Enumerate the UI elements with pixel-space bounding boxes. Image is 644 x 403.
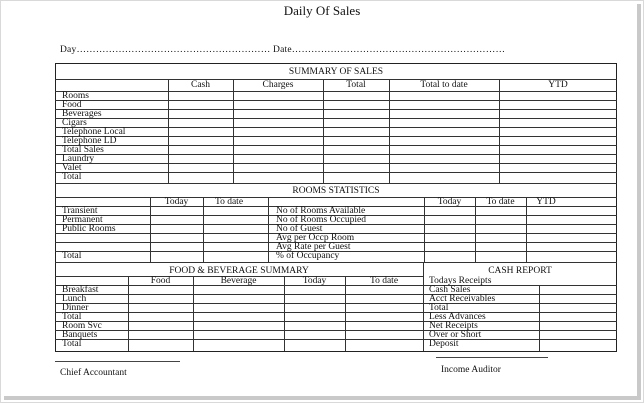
rooms-col-to-date: To date [214, 197, 244, 207]
fb-row-label: Dinner [62, 303, 89, 313]
fb-col-beverage: Beverage [220, 276, 257, 286]
rooms-metric-label: Avg per Occp Room [276, 233, 355, 243]
fb-row-rule [55, 303, 617, 304]
rooms-col-divider [268, 197, 269, 262]
summary-heading: SUMMARY OF SALES [288, 67, 384, 77]
summary-col-cash: Cash [191, 80, 210, 90]
fb-section-rule [55, 262, 617, 263]
cash-report-row-label: Net Receipts [429, 321, 478, 331]
rooms-col-today: Today [164, 197, 189, 207]
summary-row-label: Laundry [62, 154, 95, 164]
rooms-metric-label: % of Occupancy [276, 251, 340, 261]
summary-col-divider [323, 79, 324, 183]
rooms-metric-label: Avg Rate per Guest [276, 242, 351, 252]
fb-heading: FOOD & BEVERAGE SUMMARY [169, 266, 309, 276]
summary-row-label: Telephone Local [62, 127, 126, 137]
rooms-metric-label: No of Rooms Available [276, 206, 366, 216]
summary-row-label: Total [62, 172, 82, 182]
summary-row-rule [55, 154, 617, 155]
fb-row-rule [55, 312, 617, 313]
rooms-row-label: Transient [62, 206, 98, 216]
fb-row-rule [55, 285, 617, 286]
summary-row-rule [55, 109, 617, 110]
chief-accountant-signature-line[interactable] [55, 361, 180, 362]
fb-row-label: Total [62, 312, 82, 322]
cash-report-heading: CASH REPORT [488, 266, 552, 276]
rooms-row-label: Public Rooms [62, 224, 116, 234]
rooms-metric-label: No of Guest [276, 224, 323, 234]
cash-report-row-label: Total [429, 303, 449, 313]
rooms-heading: ROOMS STATISTICS [292, 186, 380, 196]
fb-cash-divider [423, 262, 424, 351]
summary-col-total: Total [346, 80, 366, 90]
summary-row-rule [55, 136, 617, 137]
cash-report-row-label: Cash Sales [429, 285, 471, 295]
fb-col-to-date: To date [369, 276, 399, 286]
summary-row-rule [55, 118, 617, 119]
rooms-metric-col-ytd: YTD [536, 197, 556, 207]
rooms-row-label: Total [62, 251, 82, 261]
chief-accountant-label: Chief Accountant [60, 368, 127, 378]
fb-row-label: Room Svc [62, 321, 102, 331]
summary-row-label: Total Sales [62, 145, 104, 155]
page-shadow-bottom [4, 396, 641, 400]
summary-row-label: Rooms [62, 91, 89, 101]
rooms-metric-col-today: Today [437, 197, 462, 207]
summary-col-divider [233, 79, 234, 183]
fb-row-label: Lunch [62, 294, 87, 304]
summary-row-label: Food [62, 100, 82, 110]
cash-report-row-label: Deposit [429, 339, 459, 349]
rooms-section-rule [55, 183, 617, 184]
fb-row-label: Banquets [62, 330, 98, 340]
summary-row-label: Beverages [62, 109, 102, 119]
page-shadow-right [637, 4, 641, 400]
rooms-metric-label: No of Rooms Occupied [276, 215, 366, 225]
cash-report-row-label: Less Advances [429, 312, 486, 322]
day-label: Day [60, 45, 77, 55]
summary-row-rule [55, 163, 617, 164]
fb-row-rule [55, 294, 617, 295]
summary-col-total-to-date: Total to date [420, 80, 468, 90]
summary-column-header-rule [55, 91, 617, 92]
summary-col-divider [168, 79, 169, 183]
date-field[interactable]: ………………………………………………………… [291, 45, 506, 55]
summary-col-divider [389, 79, 390, 183]
summary-row-label: Telephone LD [62, 136, 117, 146]
summary-row-rule [55, 127, 617, 128]
fb-row-rule [55, 330, 617, 331]
rooms-row-label: Permanent [62, 215, 103, 225]
summary-row-rule [55, 100, 617, 101]
summary-row-rule [55, 172, 617, 173]
page-title: Daily Of Sales [283, 3, 361, 18]
fb-row-label: Total [62, 339, 82, 349]
cash-report-row-label: Todays Receipts [429, 276, 492, 286]
cash-report-row-label: Over or Short [429, 330, 482, 340]
summary-col-charges: Charges [262, 80, 294, 90]
fb-row-rule [55, 339, 617, 340]
summary-col-ytd: YTD [548, 80, 568, 90]
fb-row-label: Breakfast [62, 285, 99, 295]
day-field[interactable]: …………………………………………………… [76, 45, 271, 55]
fb-col-food: Food [150, 276, 171, 286]
fb-row-rule [55, 321, 617, 322]
summary-row-label: Cigars [62, 118, 87, 128]
date-label: Date [273, 45, 292, 55]
fb-col-today: Today [302, 276, 327, 286]
summary-row-label: Valet [62, 163, 82, 173]
day-date-line [60, 45, 505, 55]
income-auditor-label: Income Auditor [441, 365, 501, 375]
rooms-metric-col-to-date: To date [486, 197, 515, 207]
summary-row-rule [55, 145, 617, 146]
cash-report-row-label: Acct Receivables [429, 294, 496, 304]
summary-col-divider [499, 79, 500, 183]
income-auditor-signature-line[interactable] [436, 357, 548, 358]
